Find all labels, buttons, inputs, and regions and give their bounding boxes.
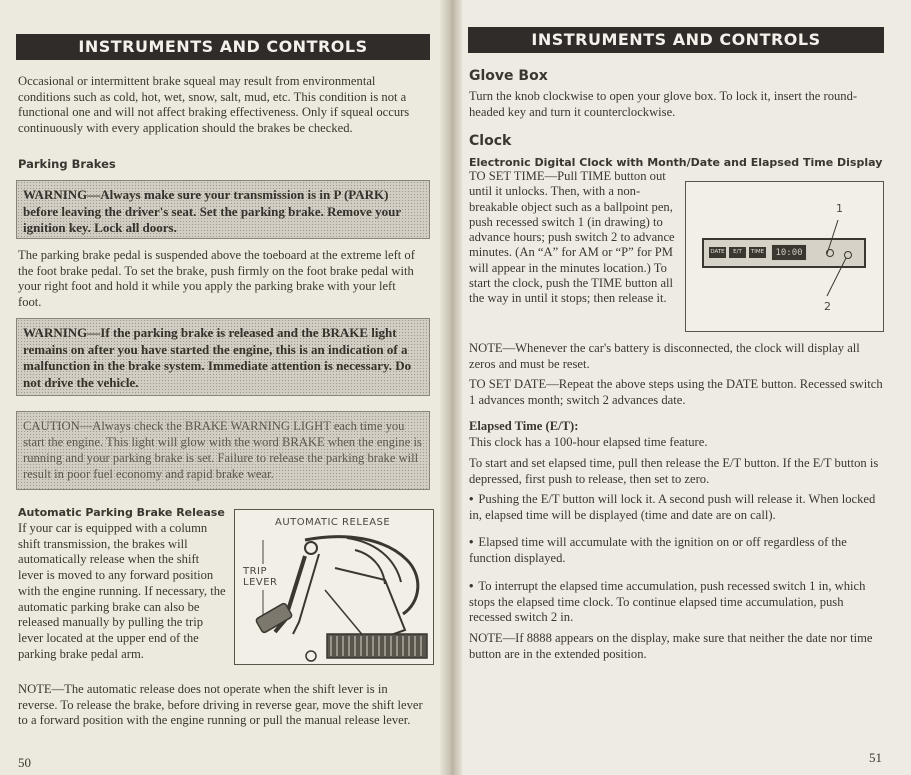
elapsed-time-bullet-3 [469,579,887,626]
warning-brake-light-box: WARNING—If the parking brake is released and the BRAKE light remains on after you have started the engine, this is an indication of a malfunction in the brake system. Immediate attention is necessary. Do not drive the vehicle. [16,318,430,396]
bullet-marker: • [469,579,474,593]
switch-1-label: 1 [836,202,844,215]
display-8888-note: NOTE—If 8888 appears on the display, make sure that neither the date nor time button are in the extended position. [469,631,873,661]
bullet-text: To interrupt the elapsed time accumulation, push recessed switch 1 in, which stops the elapsed time clock. To continue elapsed time accumulation, push recessed switch 2 in. [469,579,866,625]
time-button: TIME [749,247,766,258]
automatic-release-figure-title: AUTOMATIC RELEASE [275,517,391,528]
glove-box-paragraph: Turn the knob clockwise to open your glove box. To lock it, insert the round-headed key and turn it counterclockwise. [469,89,858,119]
clock-title: Clock [469,133,512,149]
warning-transmission-box: WARNING—Always make sure your transmission is in P (PARK) before leaving the driver's seat. Set the parking brake. Remove your ignition key. Lock all doors. [16,180,430,239]
caution-brake-warning-box: CAUTION—Always check the BRAKE WARNING LIGHT each time you start the engine. This light will glow with the word BRAKE when the engine is running and your parking brake is set. Failure to release the parking brake will result in poor fuel economy and rapid brake wear. [16,411,430,490]
glove-box-title: Glove Box [469,68,548,84]
set-time-paragraph: TO SET TIME—Pull TIME button out until it unlocks. Then, with a non-breakable object such as a ballpoint pen, push recessed switch 1 (in drawing) to advance hours; push switch 2 to advance minutes. (An “A” for AM or “P” for PM will appear in the minutes location.) To start the clock, push the TIME button all the way in until it stops; then release it. [469,169,675,306]
automatic-release-note: NOTE—The automatic release does not operate when the shift lever is in reverse. To release the brake, before driving in reverse gear, move the shift lever to a forward position with the engine running or pull the manual release lever. [18,682,423,728]
lever-label: LEVER [243,577,278,588]
elapsed-time-intro: This clock has a 100-hour elapsed time feature. [469,435,708,449]
right-page-number: 51 [869,750,882,765]
bullet-text: Elapsed time will accumulate with the ignition on or off regardless of the function displayed. [469,535,847,565]
elapsed-time-start-paragraph: To start and set elapsed time, pull then release the E/T button. If the E/T button is depressed, first push to release, then set to zero. [469,456,879,486]
bullet-marker: • [469,535,474,549]
trip-label: TRIP [243,566,268,577]
left-page-number: 50 [18,755,31,770]
bullet-marker: • [469,492,474,506]
et-button: E/T [729,247,746,258]
automatic-release-heading: Automatic Parking Brake Release [18,506,225,519]
parking-brake-paragraph: The parking brake pedal is suspended above the toeboard at the extreme left of the foot brake pedal. To set the brake, push firmly on the foot brake pedal with your right foot and hold it while you apply the parking brake with your left foot. [18,248,415,309]
left-page-banner: INSTRUMENTS AND CONTROLS [16,34,430,60]
switch-2-label: 2 [824,300,832,313]
elapsed-time-bullet-1 [469,492,883,523]
parking-brakes-heading: Parking Brakes [18,157,116,171]
clock-leader-lines [686,182,883,331]
automatic-release-figure [234,509,434,665]
right-page-banner: INSTRUMENTS AND CONTROLS [468,27,884,53]
battery-note: NOTE—Whenever the car's battery is disconnected, the clock will display all zeros and must be reset. [469,341,860,371]
set-date-paragraph: TO SET DATE—Repeat the above steps using the DATE button. Recessed switch 1 advances month; switch 2 advances date. [469,377,883,407]
date-button: DATE [709,247,726,258]
clock-figure [685,181,884,332]
clock-subheading: Electronic Digital Clock with Month/Date and Elapsed Time Display [469,156,883,169]
elapsed-time-bullet-2 [469,535,883,566]
automatic-release-paragraph: If your car is equipped with a column shift transmission, the brakes will automatically release when the shift lever is moved to any forward position with the engine running. If necessary, the automatic parking brake can also be released manually by pulling the trip lever located at the upper end of the parking brake pedal arm. [18,521,226,661]
brake-squeal-paragraph: Occasional or intermittent brake squeal may result from environmental conditions such as cold, hot, wet, snow, salt, mud, etc. This condition is not a functional one and will not affect braking effectiveness. Only if squeal occurs continuously with every application should the brakes be checked. [18,74,410,135]
parking-brake-mechanism-illustration [235,510,433,664]
elapsed-time-heading: Elapsed Time (E/T): [469,419,579,433]
bullet-text: Pushing the E/T button will lock it. A second push will release it. When locked in, elapsed time will be displayed (time and date are on call). [469,492,876,522]
page-gutter [440,0,462,775]
clock-display: 10:00 [771,244,807,261]
